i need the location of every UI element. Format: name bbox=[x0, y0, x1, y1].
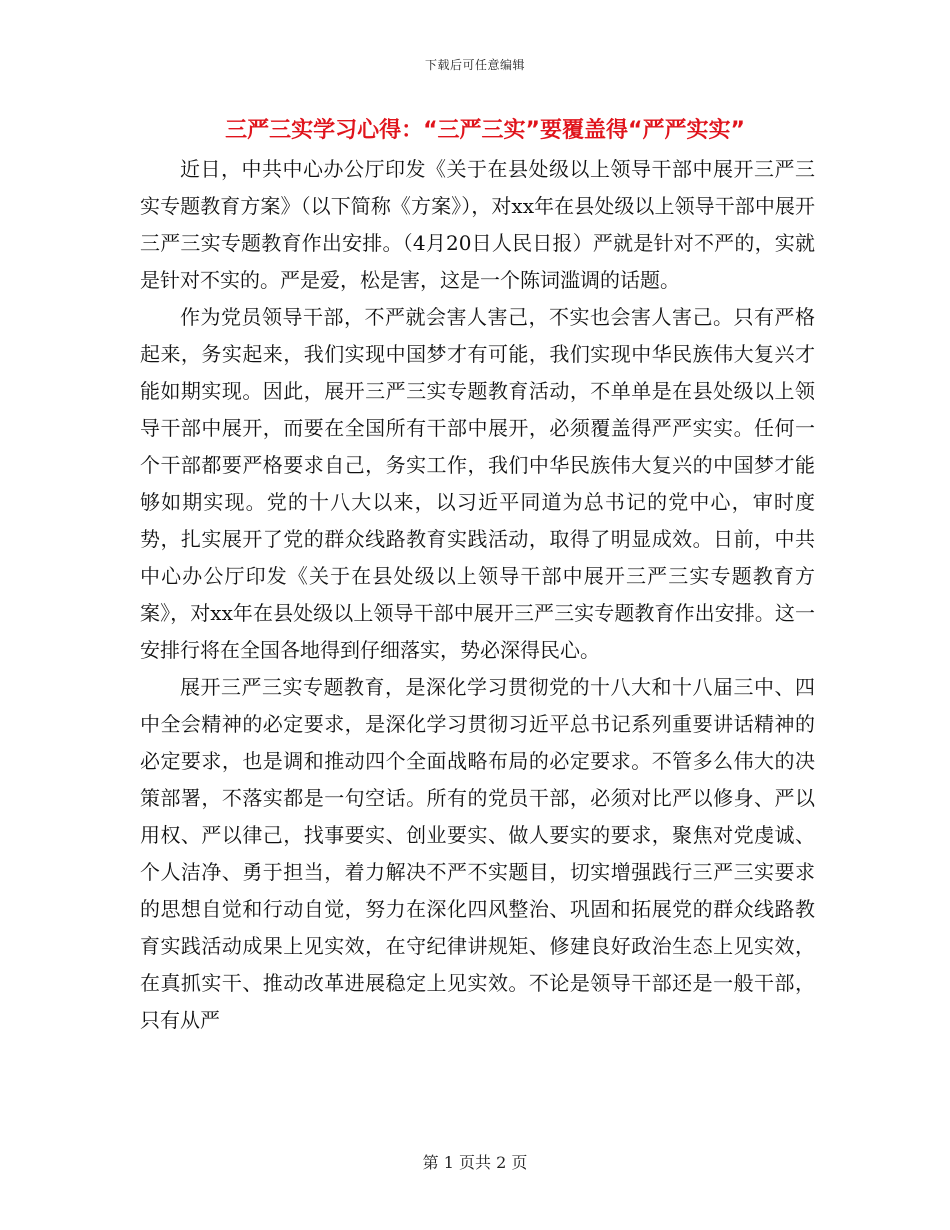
paragraph: 展开三严三实专题教育，是深化学习贯彻党的十八大和十八届三中、四中全会精神的必定要求，是深化学习贯彻习近平总书记系列重要讲话精神的必定要求，也是调和推动四个全面战略布局的必定要求。不管多么伟大的决策部署，不落实都是一句空话。所有的党员干部，必须对比严以修身、严以用权、严以律己，找事要实、创业要实、做人要实的要求，聚焦对党虔诚、个人洁净、勇于担当，着力解决不严不实题目，切实增强践行三严三实要求的思想自觉和行动自觉，努力在深化四风整治、巩固和拓展党的群众线路教育实践活动成果上见实效，在守纪律讲规矩、修建良好政治生态上见实效，在真抓实干、推动改革进展稳定上见实效。不论是领导干部还是一般干部，只有从严 bbox=[140, 675, 815, 1032]
document-title: 三严三实学习心得：“三严三实”要覆盖得“严严实实” bbox=[225, 118, 745, 143]
page-footer: 第 1 页共 2 页 bbox=[422, 1153, 528, 1172]
paragraph: 作为党员领导干部，不严就会害人害己，不实也会害人害己。只有严格起来，务实起来，我们实现中国梦才有可能，我们实现中华民族伟大复兴才能如期实现。因此，展开三严三实专题教育活动，不单单是在县处级以上领导干部中展开，而要在全国所有干部中展开，必须覆盖得严严实实。任何一个干部都要严格要求自己，务实工作，我们中华民族伟大复兴的中国梦才能够如期实现。党的十八大以来，以习近平同道为总书记的党中心，审时度势，扎实展开了党的群众线路教育实践活动，取得了明显成效。日前，中共中心办公厅印发《关于在县处级以上领导干部中展开三严三实专题教育方案》，对xx年在县处级以上领导干部中展开三严三实专题教育作出安排。这一安排行将在全国各地得到仔细落实，势必深得民心。 bbox=[140, 305, 815, 662]
header-note: 下载后可任意编辑 bbox=[424, 58, 525, 72]
document-body bbox=[140, 151, 815, 1039]
paragraph: 近日，中共中心办公厅印发《关于在县处级以上领导干部中展开三严三实专题教育方案》（以下简称《方案》），对xx年在县处级以上领导干部中展开三严三实专题教育作出安排。（4月20日人民日报）严就是针对不严的，实就是针对不实的。严是爱，松是害，这是一个陈词滥调的话题。 bbox=[140, 157, 815, 292]
